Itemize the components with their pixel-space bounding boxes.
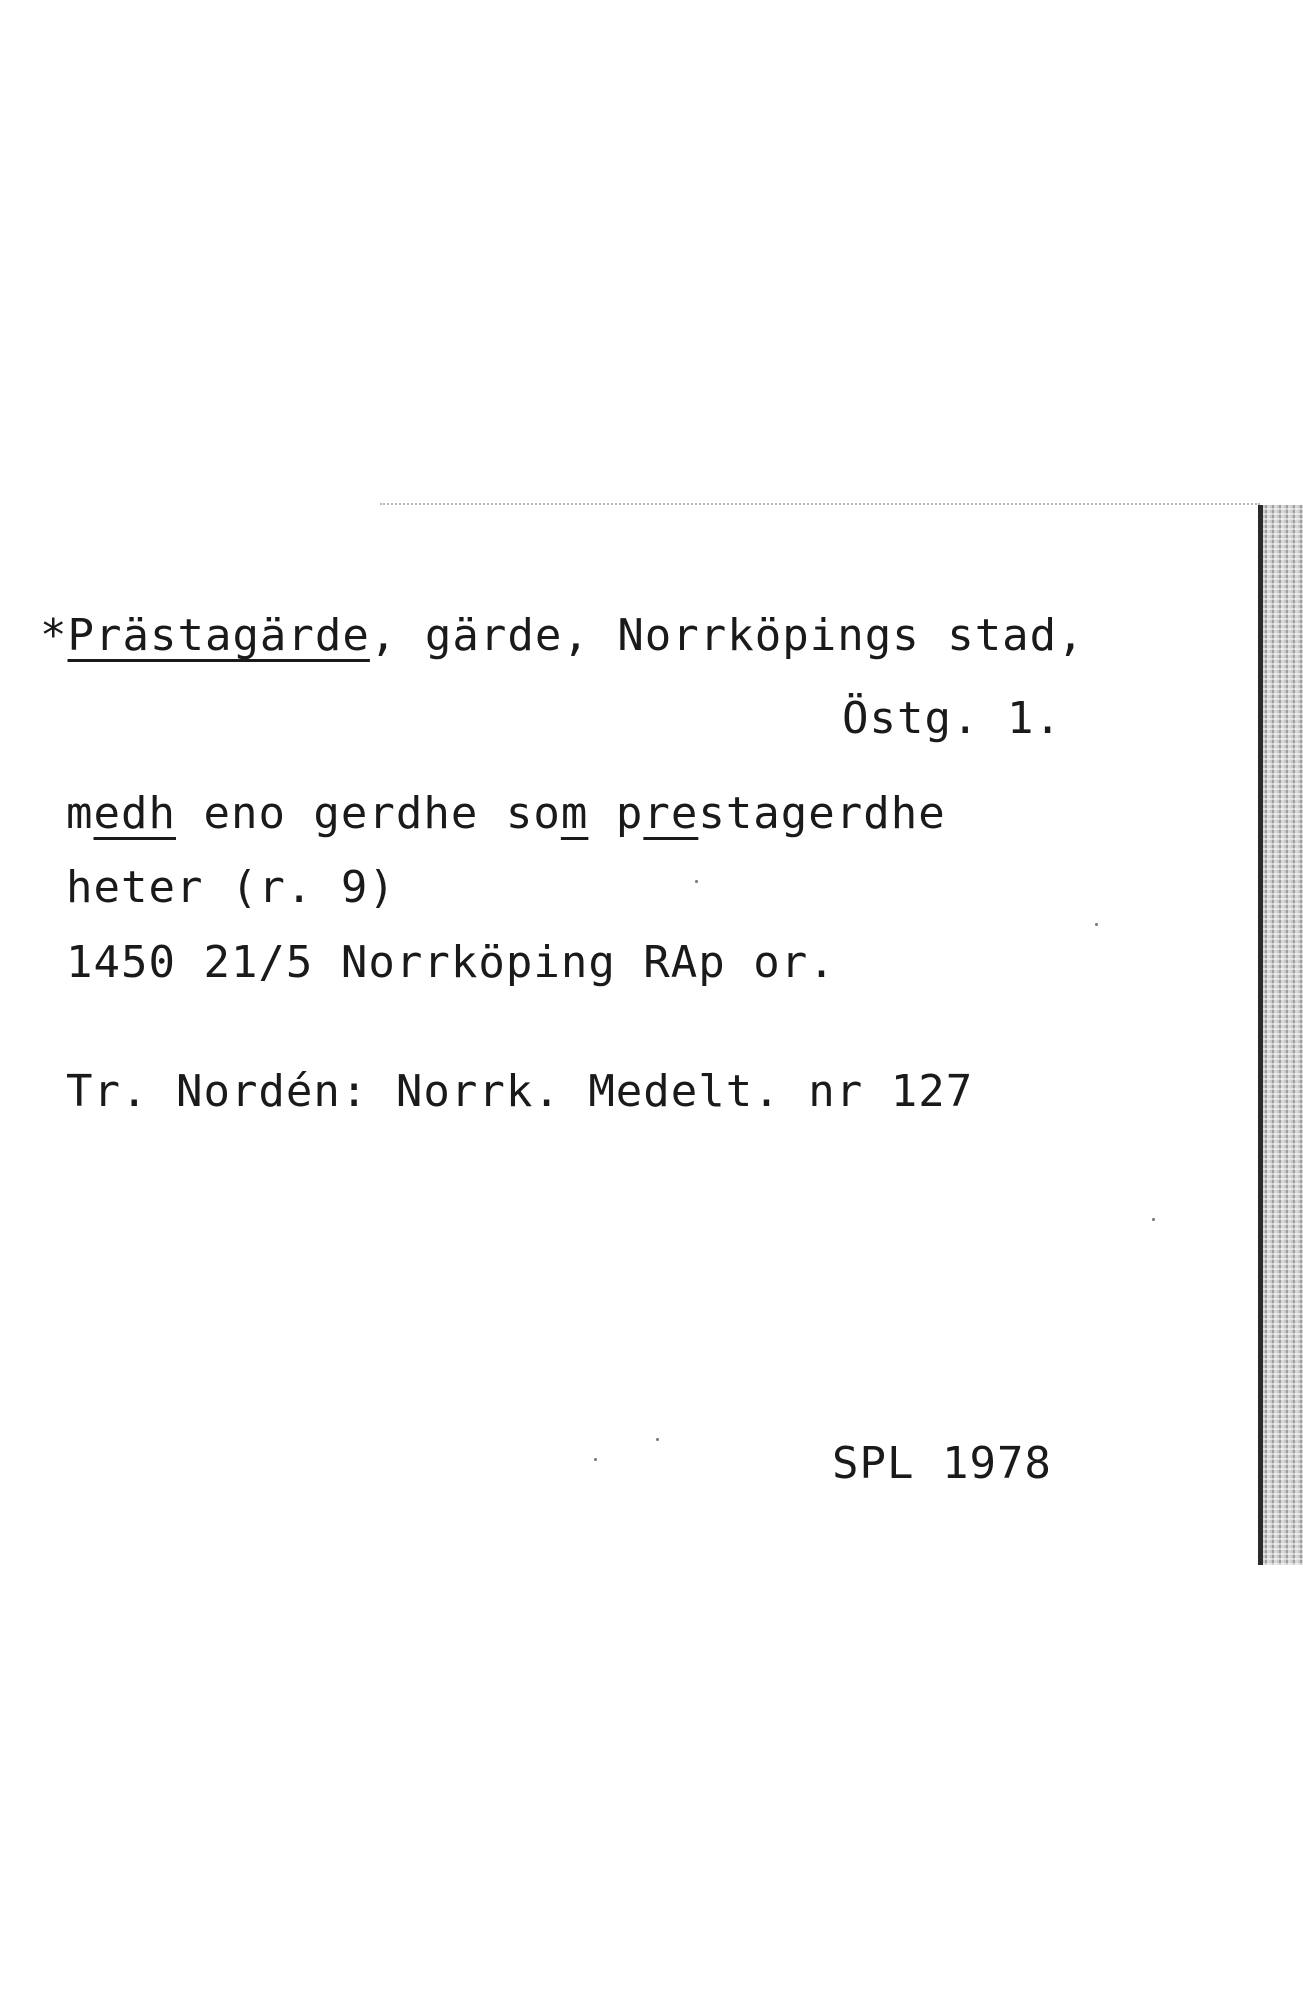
scan-speck	[1095, 923, 1098, 926]
quote-part-underlined: m	[560, 788, 589, 839]
signature: SPL 1978	[832, 1438, 1052, 1489]
scan-speck	[695, 880, 698, 883]
scan-speck	[1152, 1218, 1155, 1221]
quote-part: eno gerdhe so	[175, 788, 561, 839]
headword-marker: *	[40, 610, 68, 661]
quote-part-underlined: re	[643, 788, 699, 839]
card-right-edge	[1258, 505, 1303, 1565]
source-line: 1450 21/5 Norrköping RAp or.	[66, 937, 836, 988]
scan-speck	[656, 1438, 659, 1441]
headword-line	[40, 610, 1085, 661]
scan-speck	[594, 1458, 597, 1461]
headword-rest: , gärde, Norrköpings stad,	[369, 610, 1085, 661]
quote-line-1	[66, 788, 946, 839]
quote-line-2: heter (r. 9)	[66, 862, 396, 913]
edition-line: Tr. Nordén: Norrk. Medelt. nr 127	[66, 1066, 974, 1117]
headword: Prästagärde	[67, 610, 370, 661]
card-top-edge	[380, 503, 1260, 505]
quote-part-underlined: edh	[93, 788, 176, 839]
region-line: Östg. 1.	[842, 693, 1062, 744]
quote-part: p	[588, 788, 644, 839]
quote-part: m	[66, 788, 94, 839]
quote-part: stagerdhe	[698, 788, 946, 839]
